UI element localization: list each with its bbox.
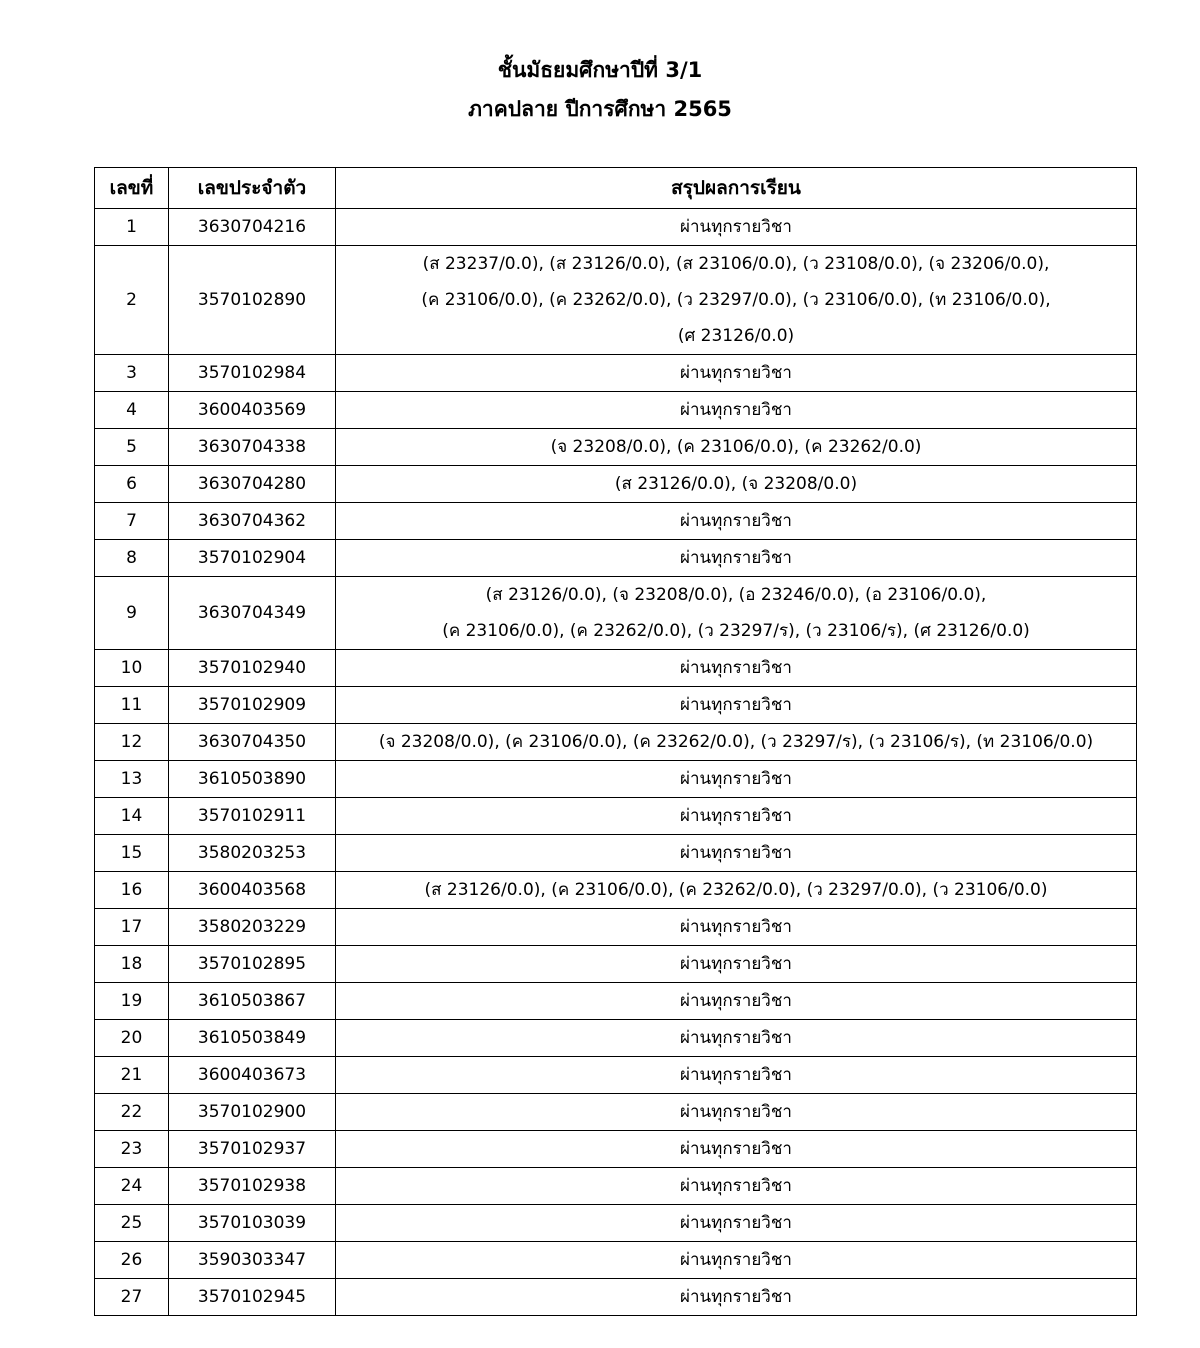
row-summary [336,246,1137,355]
table-row [95,872,1137,909]
summary-line: ผ่านทุกรายวิชา [680,1176,792,1196]
row-student-id: 3570102938 [169,1168,336,1205]
row-student-id: 3600403569 [169,392,336,429]
row-summary [336,1279,1137,1316]
row-student-id: 3570102904 [169,540,336,577]
table-row [95,798,1137,835]
row-number: 12 [95,724,169,761]
table-row [95,1279,1137,1316]
row-summary [336,392,1137,429]
row-summary [336,946,1137,983]
row-number: 16 [95,872,169,909]
table-row [95,1057,1137,1094]
row-number: 15 [95,835,169,872]
row-number: 18 [95,946,169,983]
table-row [95,1205,1137,1242]
row-summary [336,466,1137,503]
table-row [95,687,1137,724]
row-student-id: 3630704280 [169,466,336,503]
row-number: 22 [95,1094,169,1131]
row-summary [336,577,1137,650]
row-summary [336,798,1137,835]
row-student-id: 3630704349 [169,577,336,650]
table-row [95,1168,1137,1205]
row-number: 25 [95,1205,169,1242]
row-number: 14 [95,798,169,835]
row-number: 10 [95,650,169,687]
row-student-id: 3610503867 [169,983,336,1020]
row-summary [336,209,1137,246]
row-student-id: 3570102984 [169,355,336,392]
row-student-id: 3570102909 [169,687,336,724]
row-number: 11 [95,687,169,724]
row-summary [336,835,1137,872]
summary-line: ผ่านทุกรายวิชา [680,1250,792,1270]
table-row [95,429,1137,466]
table-row [95,1131,1137,1168]
row-summary [336,540,1137,577]
row-summary [336,1168,1137,1205]
summary-line: (จ 23208/0.0), (ค 23106/0.0), (ค 23262/0.0) [550,437,922,457]
row-number: 7 [95,503,169,540]
row-summary [336,1205,1137,1242]
table-row [95,724,1137,761]
summary-line: (จ 23208/0.0), (ค 23106/0.0), (ค 23262/0.0), (ว 23297/ร), (ว 23106/ร), (ท 23106/0.0) [378,732,1094,752]
table-row [95,355,1137,392]
row-summary [336,983,1137,1020]
summary-line: ผ่านทุกรายวิชา [680,217,792,237]
table-row [95,540,1137,577]
table-row [95,577,1137,650]
row-student-id: 3630704362 [169,503,336,540]
table-row [95,761,1137,798]
summary-line: (ส 23126/0.0), (ค 23106/0.0), (ค 23262/0.0), (ว 23297/0.0), (ว 23106/0.0) [424,880,1048,900]
row-student-id: 3570102937 [169,1131,336,1168]
row-student-id: 3590303347 [169,1242,336,1279]
row-summary [336,429,1137,466]
row-student-id: 3580203229 [169,909,336,946]
row-student-id: 3570102911 [169,798,336,835]
row-summary [336,724,1137,761]
table-row [95,246,1137,355]
summary-line: ผ่านทุกรายวิชา [680,917,792,937]
table-body [95,209,1137,1316]
table-row [95,1094,1137,1131]
row-student-id: 3570102900 [169,1094,336,1131]
row-number: 3 [95,355,169,392]
table-row [95,909,1137,946]
summary-line: ผ่านทุกรายวิชา [680,806,792,826]
summary-line: (ส 23126/0.0), (จ 23208/0.0), (อ 23246/0.0), (อ 23106/0.0), [485,585,987,605]
summary-line: ผ่านทุกรายวิชา [680,511,792,531]
row-summary [336,909,1137,946]
table-row [95,983,1137,1020]
summary-line: ผ่านทุกรายวิชา [680,1139,792,1159]
summary-line: (ค 23106/0.0), (ค 23262/0.0), (ว 23297/ร), (ว 23106/ร), (ศ 23126/0.0) [442,621,1030,641]
row-student-id: 3630704338 [169,429,336,466]
row-number: 24 [95,1168,169,1205]
row-summary [336,687,1137,724]
row-number: 21 [95,1057,169,1094]
row-summary [336,1131,1137,1168]
table-row [95,1242,1137,1279]
header-student-id: เลขประจำตัว [169,168,336,209]
summary-line: ผ่านทุกรายวิชา [680,954,792,974]
row-number: 6 [95,466,169,503]
row-number: 5 [95,429,169,466]
row-number: 8 [95,540,169,577]
row-number: 1 [95,209,169,246]
row-summary [336,872,1137,909]
summary-line: ผ่านทุกรายวิชา [680,1028,792,1048]
row-number: 9 [95,577,169,650]
table-row [95,209,1137,246]
document-title: ชั้นมัธยมศึกษาปีที่ 3/1 [497,58,703,82]
summary-line: ผ่านทุกรายวิชา [680,695,792,715]
table-row [95,466,1137,503]
table-row [95,503,1137,540]
row-summary [336,1020,1137,1057]
summary-line: ผ่านทุกรายวิชา [680,1287,792,1307]
summary-line: ผ่านทุกรายวิชา [680,1102,792,1122]
row-student-id: 3580203253 [169,835,336,872]
row-student-id: 3600403673 [169,1057,336,1094]
summary-line: ผ่านทุกรายวิชา [680,991,792,1011]
table-row [95,946,1137,983]
table-row [95,1020,1137,1057]
row-number: 27 [95,1279,169,1316]
row-summary [336,503,1137,540]
row-number: 17 [95,909,169,946]
row-summary [336,1057,1137,1094]
row-number: 23 [95,1131,169,1168]
table-row [95,392,1137,429]
summary-line: (ศ 23126/0.0) [677,326,795,346]
row-number: 2 [95,246,169,355]
row-summary [336,761,1137,798]
row-student-id: 3570102945 [169,1279,336,1316]
row-student-id: 3570103039 [169,1205,336,1242]
row-number: 13 [95,761,169,798]
summary-line: ผ่านทุกรายวิชา [680,1065,792,1085]
document-subtitle: ภาคปลาย ปีการศึกษา 2565 [468,97,732,121]
summary-line: ผ่านทุกรายวิชา [680,1213,792,1233]
row-student-id: 3570102895 [169,946,336,983]
row-student-id: 3630704216 [169,209,336,246]
table-row [95,650,1137,687]
summary-line: ผ่านทุกรายวิชา [680,363,792,383]
row-number: 20 [95,1020,169,1057]
summary-line: ผ่านทุกรายวิชา [680,548,792,568]
results-table [94,167,1137,1316]
summary-line: (ค 23106/0.0), (ค 23262/0.0), (ว 23297/0.0), (ว 23106/0.0), (ท 23106/0.0), [421,290,1051,310]
row-student-id: 3630704350 [169,724,336,761]
summary-line: (ส 23237/0.0), (ส 23126/0.0), (ส 23106/0.0), (ว 23108/0.0), (จ 23206/0.0), [422,254,1050,274]
table-row [95,835,1137,872]
row-student-id: 3570102890 [169,246,336,355]
summary-line: ผ่านทุกรายวิชา [680,843,792,863]
row-student-id: 3610503890 [169,761,336,798]
row-number: 26 [95,1242,169,1279]
summary-line: ผ่านทุกรายวิชา [680,400,792,420]
row-student-id: 3570102940 [169,650,336,687]
table-header-row [95,168,1137,209]
row-summary [336,1242,1137,1279]
summary-line: (ส 23126/0.0), (จ 23208/0.0) [614,474,858,494]
row-number: 19 [95,983,169,1020]
header-number: เลขที่ [95,168,169,209]
summary-line: ผ่านทุกรายวิชา [680,658,792,678]
header-summary: สรุปผลการเรียน [336,168,1137,209]
row-student-id: 3610503849 [169,1020,336,1057]
row-number: 4 [95,392,169,429]
summary-line: ผ่านทุกรายวิชา [680,769,792,789]
row-student-id: 3600403568 [169,872,336,909]
row-summary [336,355,1137,392]
row-summary [336,650,1137,687]
row-summary [336,1094,1137,1131]
